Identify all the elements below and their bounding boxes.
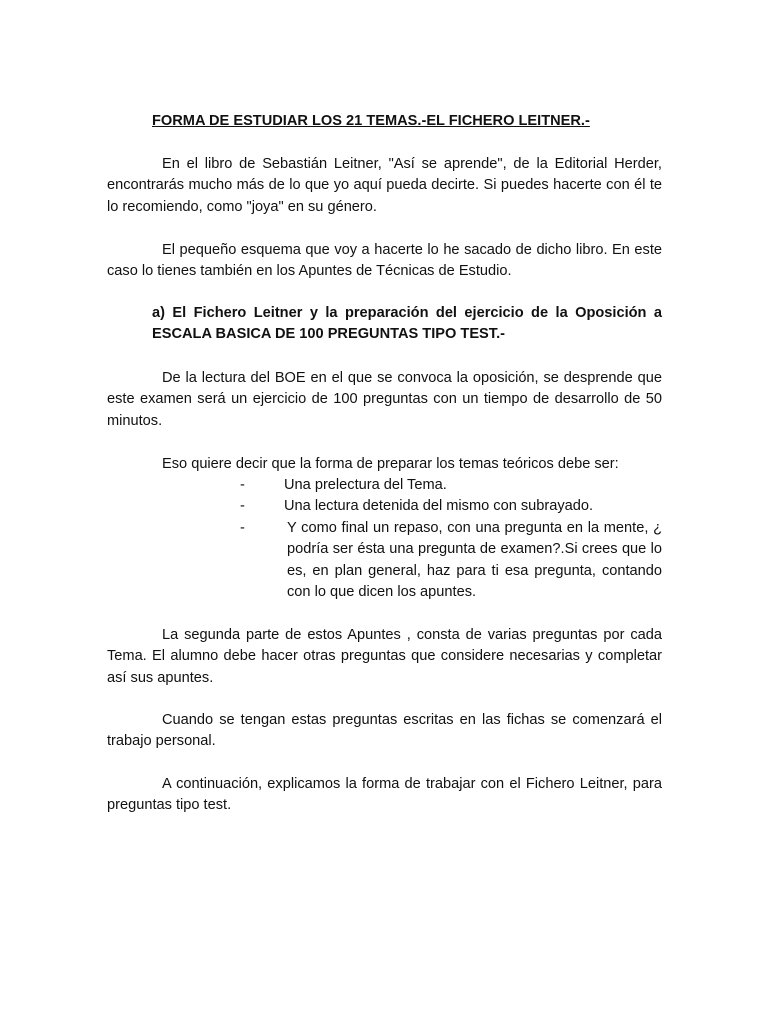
list-item (240, 475, 662, 496)
paragraph-forma-preparar: Eso quiere decir que la forma de preparar los temas teóricos debe ser: (162, 456, 619, 472)
paragraph-boe: De la lectura del BOE en el que se convoca la oposición, se desprende que este examen será un ejercicio de 100 preguntas con un tiempo de desarrollo de 50 minutos. (107, 370, 662, 429)
paragraph-segunda-parte: La segunda parte de estos Apuntes , consta de varias preguntas por cada Tema. El alumno debe hacer otras preguntas que considere necesarias y completar así sus apuntes. (107, 627, 662, 686)
list-dash: - (240, 477, 245, 493)
list-dash: - (240, 519, 245, 536)
paragraph-continuacion: A continuación, explicamos la forma de trabajar con el Fichero Leitner, para preguntas tipo test. (107, 776, 662, 814)
study-steps-list (240, 475, 662, 603)
paragraph-fichas: Cuando se tengan estas preguntas escritas en las fichas se comenzará el trabajo personal. (107, 712, 662, 750)
list-item-text: Una lectura detenida del mismo con subrayado. (284, 498, 594, 515)
list-item (240, 496, 662, 517)
list-item (240, 518, 662, 604)
list-dash: - (240, 498, 245, 515)
section-heading: a) El Fichero Leitner y la preparación del ejercicio de la Oposición a ESCALA BASICA DE 100 PREGUNTAS TIPO TEST.- (152, 305, 662, 343)
list-item-text: Y como final un repaso, con una pregunta en la mente, ¿ podría ser ésta una pregunta de examen?.Si crees que lo es, en plan general, haz para ti esa pregunta, contando con lo que dicen los apuntes. (287, 519, 662, 601)
paragraph-leitner-book: En el libro de Sebastián Leitner, "Así se aprende", de la Editorial Herder, encontrarás mucho más de lo que yo aquí pueda decirte. Si puedes hacerte con él te lo recomiendo, como "joya" en su género. (107, 156, 662, 215)
list-item-text: Una prelectura del Tema. (284, 477, 447, 493)
document-title: FORMA DE ESTUDIAR LOS 21 TEMAS.-EL FICHERO LEITNER.- (152, 113, 590, 129)
paragraph-esquema: El pequeño esquema que voy a hacerte lo he sacado de dicho libro. En este caso lo tienes también en los Apuntes de Técnicas de Estudio. (107, 242, 662, 280)
